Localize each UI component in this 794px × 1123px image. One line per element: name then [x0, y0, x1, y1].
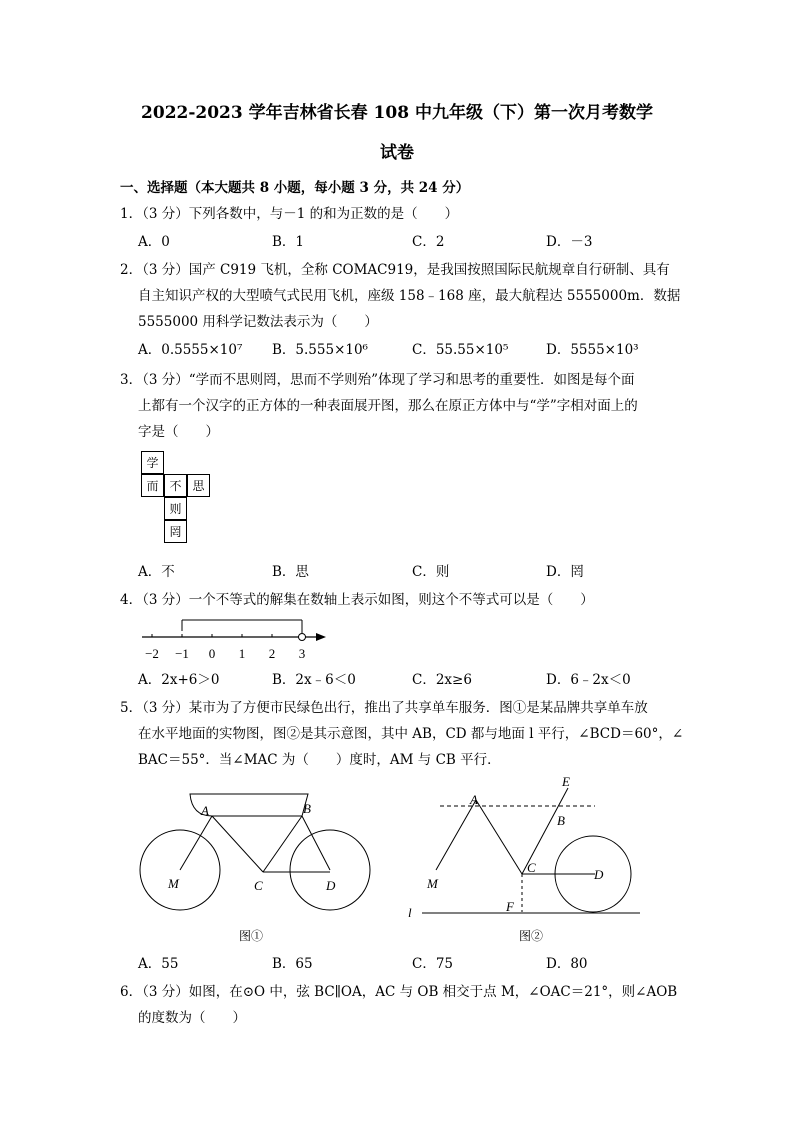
net-cell: 思: [187, 474, 210, 497]
tick-label: −1: [175, 646, 189, 661]
q5-option-a: A．55: [138, 956, 179, 972]
tick-label: 0: [208, 646, 216, 661]
point-label: D: [326, 878, 336, 893]
point-label: B: [557, 813, 565, 828]
bar-bd: [302, 816, 330, 870]
q2-option-a: A．0.5555×10⁷: [138, 342, 243, 358]
question-6: [120, 980, 677, 1000]
tick-label: 1: [238, 646, 246, 661]
figure-2-caption: 图②: [519, 929, 544, 943]
number-line-figure: [130, 608, 340, 662]
bicycle-schematic-figure: [400, 770, 650, 925]
paper-title-line2: 试卷: [380, 143, 414, 163]
q1-option-b: B．1: [272, 234, 305, 250]
question-4: [120, 588, 594, 608]
paper-title-line1: 2022-2023 学年吉林省长春 108 中九年级（下）第一次月考数学: [141, 103, 653, 123]
point-label: M: [168, 876, 179, 891]
tick-label: 2: [268, 646, 276, 661]
point-label: A: [470, 792, 478, 807]
bar-bc: [263, 816, 302, 872]
question-text: （3 分）下列各数中，与－1 的和为正数的是（ ）: [142, 206, 459, 222]
net-cell: 罔: [164, 520, 187, 543]
point-label: C: [254, 878, 263, 893]
q1-option-d: D．－3: [546, 234, 593, 250]
question-5-line2: 在水平地面的实物图，图②是其示意图，其中 AB，CD 都与地面 l 平行，∠BCD＝60°，∠: [138, 726, 684, 742]
q1-option-c: C．2: [412, 234, 445, 250]
q3-option-d: D．罔: [546, 564, 584, 580]
point-label: B: [303, 801, 311, 816]
question-2: [120, 258, 670, 278]
question-5-line3: BAC＝55°．当∠MAC 为（ ）度时，AM 与 CB 平行．: [138, 752, 501, 768]
q4-option-d: D．6﹣2x＜0: [546, 672, 631, 688]
point-label: F: [506, 899, 514, 914]
point-label: A: [201, 803, 209, 818]
net-cell: 不: [164, 474, 187, 497]
net-cell: 而: [141, 474, 164, 497]
question-text-line1: （3 分）如图，在⊙O 中，弦 BC∥OA，AC 与 OB 相交于点 M，∠OAC＝21°，则∠AOB: [142, 984, 678, 1000]
q1-option-a: A．0: [138, 234, 170, 250]
q4-option-c: C．2x≥6: [412, 672, 472, 688]
question-number: 2．: [120, 262, 143, 278]
q3-option-c: C．则: [412, 564, 450, 580]
axis-arrow-icon: [316, 633, 326, 641]
question-6-line2: 的度数为（ ）: [138, 1010, 246, 1026]
question-5: [120, 696, 648, 716]
q3-option-a: A．不: [138, 564, 175, 580]
question-number: 1．: [120, 206, 143, 222]
net-cell: 则: [164, 497, 187, 520]
question-text-line1: （3 分）“学而不思则罔，思而不学则殆”体现了学习和思考的重要性．如图是每个面: [142, 372, 635, 388]
question-number: 4．: [120, 592, 143, 608]
question-text-line1: （3 分）国产 C919 飞机，全称 COMAC919，是我国按照国际民航规章自行研制、具有: [142, 262, 670, 278]
point-label: E: [562, 774, 570, 789]
open-endpoint-circle: [299, 634, 306, 641]
segment-am: [436, 800, 476, 870]
point-label: M: [427, 876, 438, 891]
question-2-line2: 自主知识产权的大型喷气式民用飞机，座级 158﹣168 座，最大航程达 5555000m．数据: [138, 288, 681, 304]
question-3-line3: 字是（ ）: [138, 424, 219, 440]
figure-1-caption: 图①: [239, 929, 264, 943]
point-label: D: [594, 867, 604, 882]
q2-option-d: D．5555×10³: [546, 342, 639, 358]
bar-am: [180, 816, 212, 870]
question-1: [120, 202, 458, 222]
question-number: 6．: [120, 984, 143, 1000]
q5-option-b: B．65: [272, 956, 313, 972]
q4-option-b: B．2x﹣6＜0: [272, 672, 356, 688]
net-cell: 学: [141, 451, 164, 474]
q5-option-d: D．80: [546, 956, 588, 972]
tick-label: 3: [298, 646, 306, 661]
tick-label: −2: [145, 646, 159, 661]
q2-option-c: C．55.55×10⁵: [412, 342, 509, 358]
point-label: l: [408, 905, 412, 920]
question-2-line3: 5555000 用科学记数法表示为（ ）: [138, 314, 378, 330]
question-text: （3 分）一个不等式的解集在数轴上表示如图，则这个不等式可以是（ ）: [142, 592, 594, 608]
question-3-line2: 上都有一个汉字的正方体的一种表面展开图，那么在原正方体中与“学”字相对面上的: [138, 398, 638, 414]
q2-option-b: B．5.555×10⁶: [272, 342, 368, 358]
question-number: 5．: [120, 700, 143, 716]
point-label: C: [527, 860, 536, 875]
bicycle-photo-figure: [130, 780, 375, 930]
q3-option-b: B．思: [272, 564, 309, 580]
q5-option-c: C．75: [412, 956, 454, 972]
question-text-line1: （3 分）某市为了方便市民绿色出行，推出了共享单车服务．图①是某品牌共享单车放: [142, 700, 648, 716]
question-3: [120, 368, 635, 388]
question-number: 3．: [120, 372, 143, 388]
q4-option-a: A．2x+6＞0: [138, 672, 220, 688]
segment-ac: [476, 800, 522, 874]
section-heading: 一、选择题（本大题共 8 小题，每小题 3 分，共 24 分）: [120, 180, 470, 196]
